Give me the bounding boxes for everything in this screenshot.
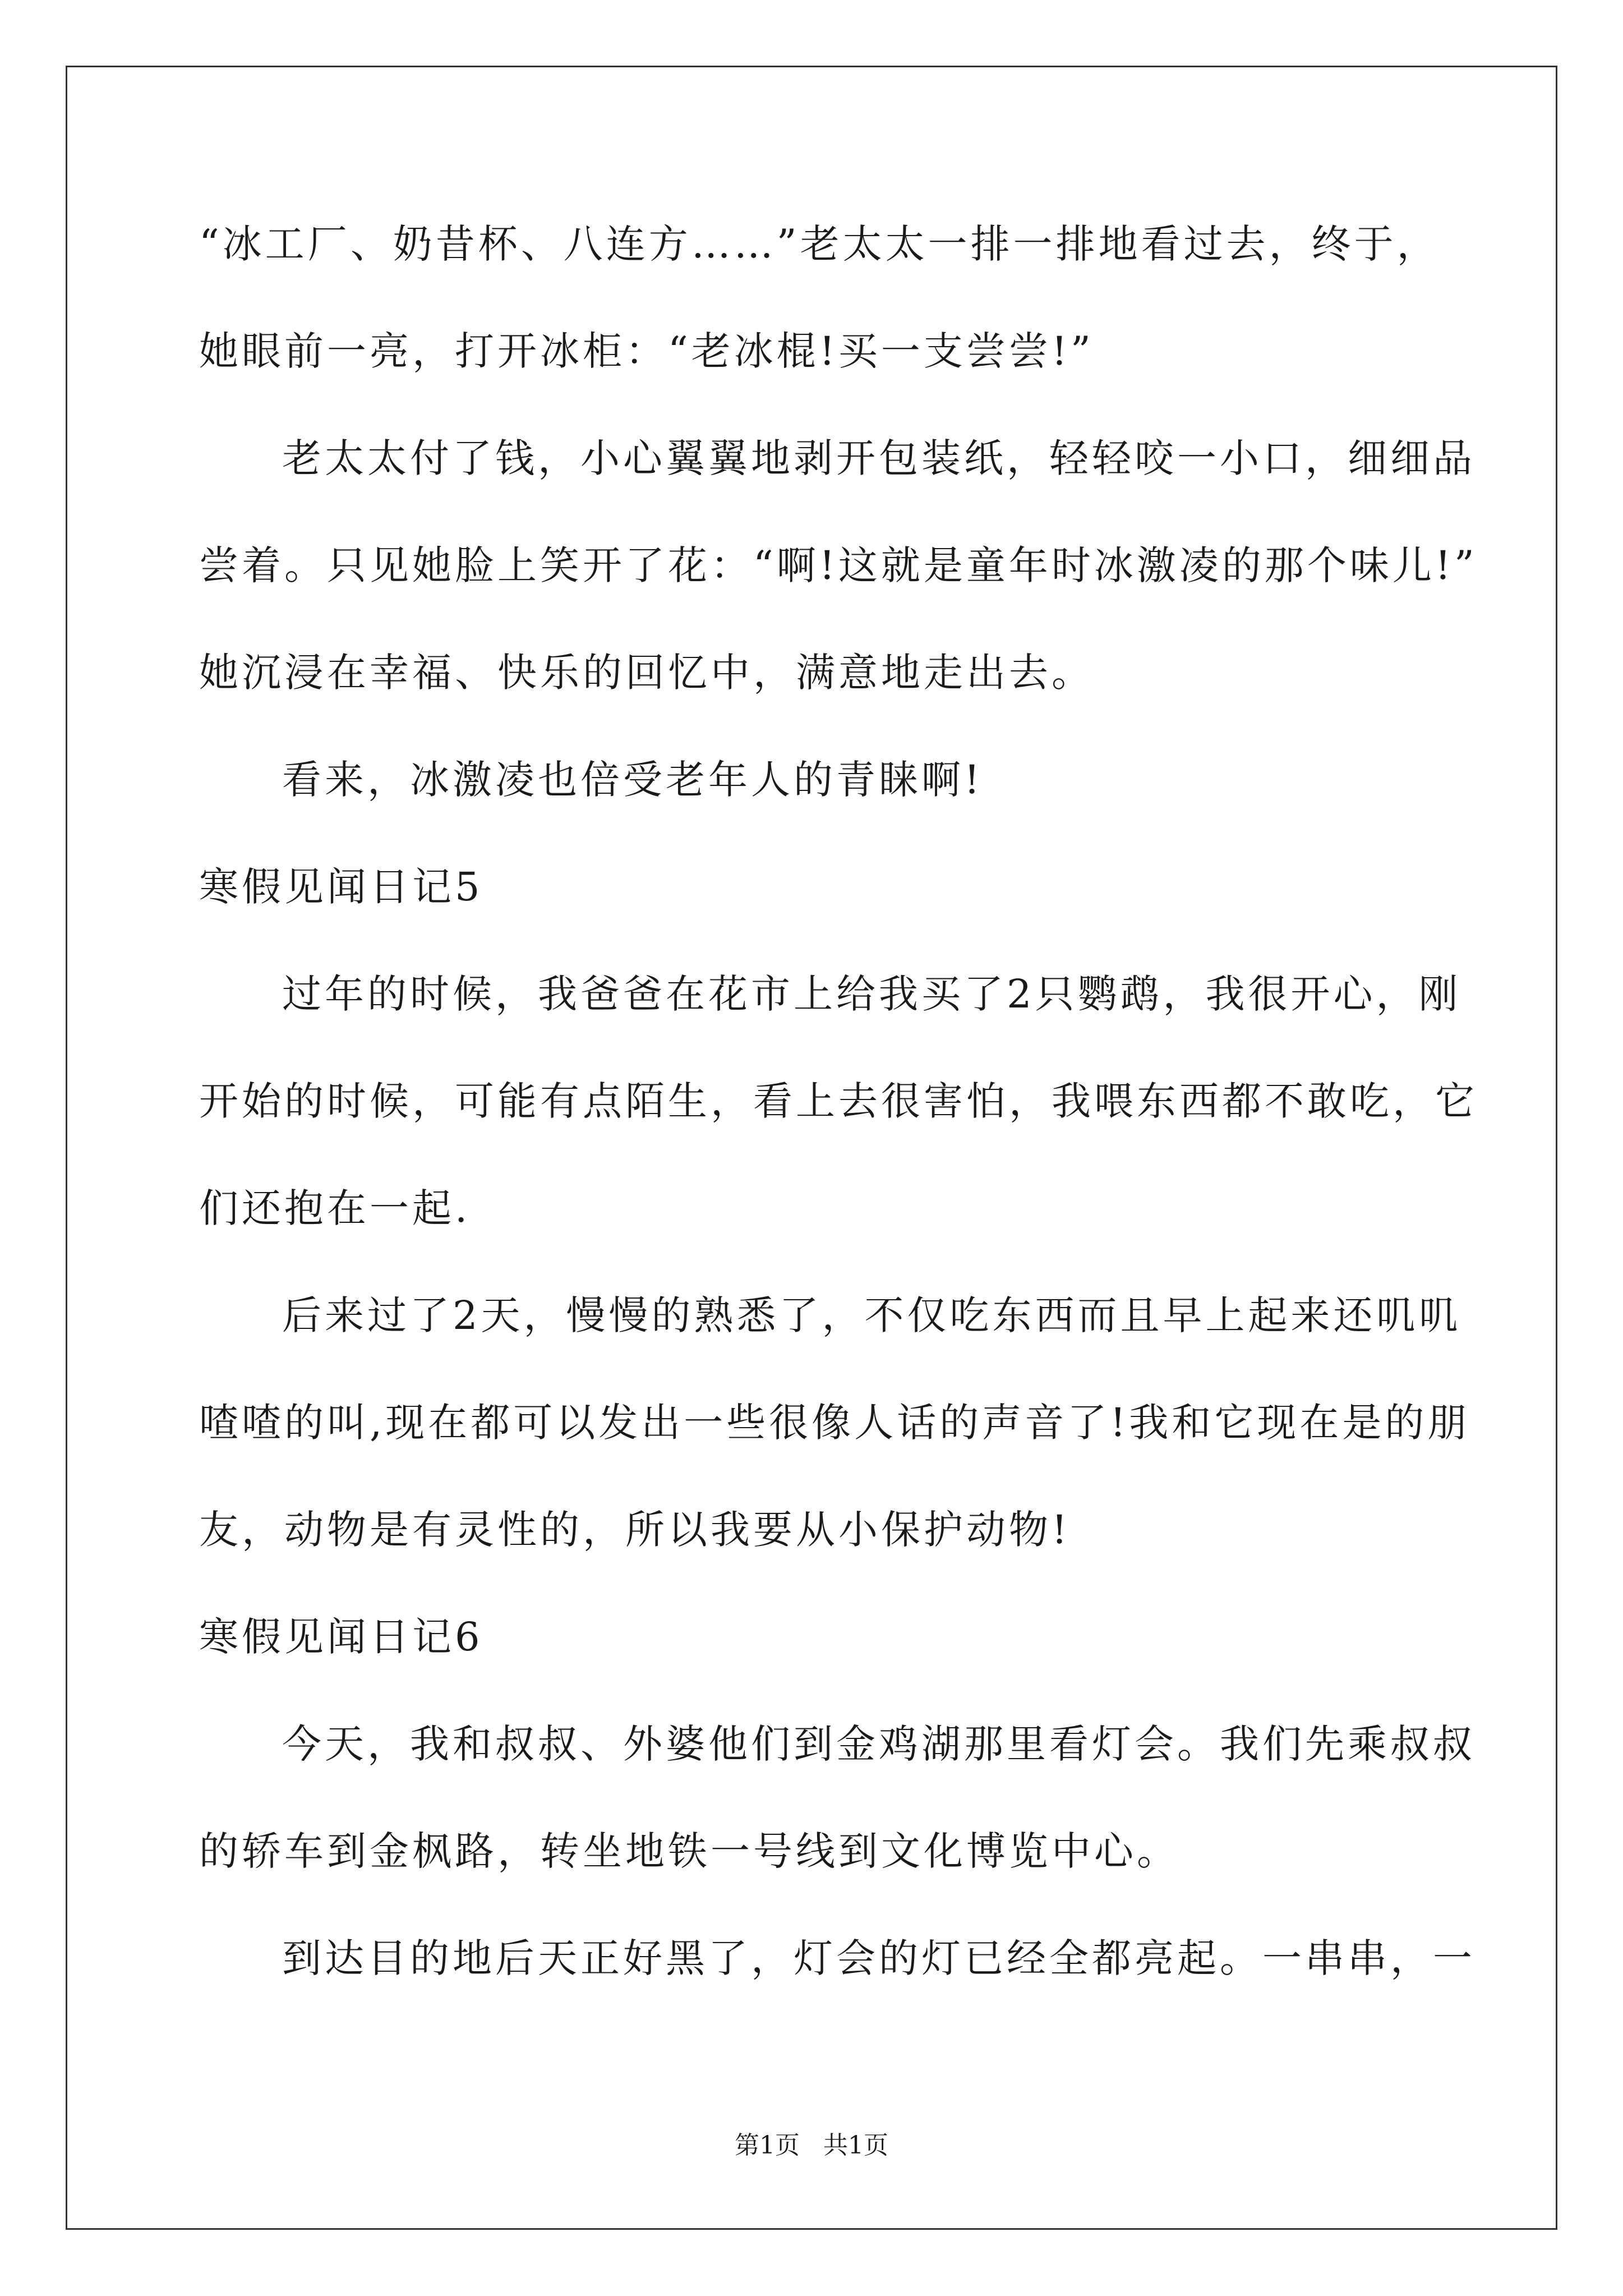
text-line: 友，动物是有灵性的，所以我要从小保护动物! xyxy=(199,1507,1071,1553)
text-line: “冰工厂、奶昔杯、八连方……”老太太一排一排地看过去，终于， xyxy=(199,221,1440,267)
text-line: 到达目的地后天正好黑了，灯会的灯已经全都亮起。一串串，一 xyxy=(282,1935,1476,1981)
text-line: 后来过了2天，慢慢的熟悉了，不仅吃东西而且早上起来还叽叽 xyxy=(282,1292,1461,1338)
section-heading: 寒假见闻日记5 xyxy=(199,864,483,910)
text-line: 她眼前一亮，打开冰柜：“老冰棍!买一支尝尝!” xyxy=(199,328,1094,374)
text-line: 她沉浸在幸福、快乐的回忆中，满意地走出去。 xyxy=(199,650,1094,696)
text-line: 今天，我和叔叔、外婆他们到金鸡湖那里看灯会。我们先乘叔叔 xyxy=(282,1721,1476,1767)
text-line: 喳喳的叫,现在都可以发出一些很像人话的声音了!我和它现在是的朋 xyxy=(199,1400,1470,1446)
text-line: 开始的时候，可能有点陌生，看上去很害怕，我喂东西都不敢吃，它 xyxy=(199,1078,1478,1124)
page-footer xyxy=(0,2129,1623,2162)
section-heading: 寒假见闻日记6 xyxy=(199,1614,483,1660)
text-line: 尝着。只见她脸上笑开了花：“啊!这就是童年时冰激凌的那个味儿!” xyxy=(199,542,1478,588)
text-line: 的轿车到金枫路，转坐地铁一号线到文化博览中心。 xyxy=(199,1828,1179,1874)
page-number: 第1页 xyxy=(735,2131,800,2160)
text-line: 们还抱在一起. xyxy=(199,1185,471,1231)
document-body xyxy=(199,191,1478,2012)
text-line: 看来，冰激凌也倍受老年人的青睐啊! xyxy=(282,757,984,803)
text-line: 老太太付了钱，小心翼翼地剥开包装纸，轻轻咬一小口，细细品 xyxy=(282,435,1476,481)
page-total: 共1页 xyxy=(823,2131,888,2160)
text-line: 过年的时候，我爸爸在花市上给我买了2只鹦鹉，我很开心，刚 xyxy=(282,971,1461,1017)
